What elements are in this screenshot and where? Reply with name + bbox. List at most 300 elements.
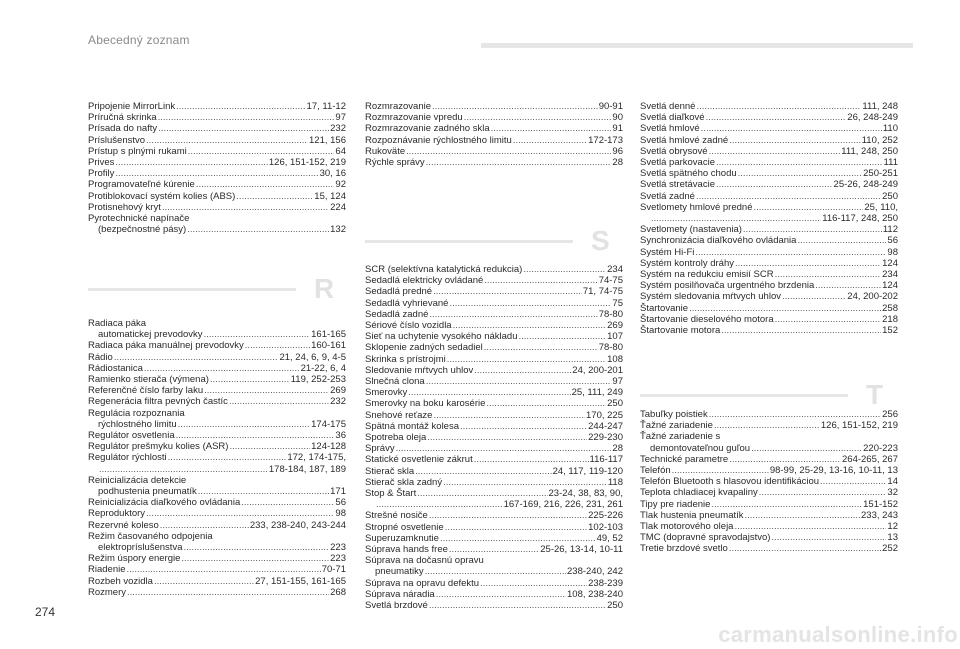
index-entry xyxy=(88,452,346,463)
index-entry-leader-dots xyxy=(154,576,254,587)
index-entry-label: Sklopenie zadných sedadiel xyxy=(365,342,483,354)
index-entry-pages: 167-169, 216, 226, 231, 261 xyxy=(503,499,623,511)
index-entry-leader-dots xyxy=(753,202,863,213)
index-entry-label: Správy xyxy=(365,443,395,455)
index-entry xyxy=(365,477,623,488)
index-entry-pages: 232 xyxy=(330,396,346,408)
index-entry-leader-dots xyxy=(188,146,335,157)
index-entry xyxy=(88,179,346,190)
index-entry-label: Smerovky xyxy=(365,387,408,399)
index-entry-pages: 96 xyxy=(612,145,623,157)
index-entry-leader-dots xyxy=(519,331,607,342)
index-entry-pages: 132 xyxy=(330,224,346,236)
index-entry-pages: 121, 156 xyxy=(309,134,346,146)
index-entry xyxy=(640,101,898,112)
index-entry-pages: 25, 111, 249 xyxy=(571,387,623,399)
index-entry xyxy=(365,533,623,544)
index-entry-pages: 264-265, 267 xyxy=(842,453,898,465)
index-entry-label: Ramienko stierača (výmena) xyxy=(88,374,209,386)
index-entry-pages: 234 xyxy=(882,269,898,281)
index-entry-label: Svetlá diaľkové xyxy=(640,112,705,124)
index-entry-label: Tabuľky poistiek xyxy=(640,409,708,420)
index-entry-pages: 25, 110, xyxy=(864,201,898,213)
index-entry-label: Systém posilňovača urgentného brzdenia xyxy=(640,280,815,292)
index-entry-label: Ťažné zariadenie xyxy=(640,420,713,432)
index-entry-leader-dots xyxy=(176,430,335,441)
header-divider xyxy=(481,43,913,48)
index-entry-pages: 107 xyxy=(607,331,623,343)
index-entry-leader-dots xyxy=(445,522,587,533)
index-entry-leader-dots xyxy=(464,112,612,123)
section-divider-s xyxy=(365,226,621,266)
index-entry-pages: 238-240, 242 xyxy=(567,566,623,578)
index-entry xyxy=(365,354,623,365)
index-entry-leader-dots xyxy=(396,443,612,454)
index-entry-label: Súprava hands free xyxy=(365,544,448,556)
index-entry-pages: 152 xyxy=(882,325,898,337)
index-entry xyxy=(365,410,623,421)
index-entry-pages: 250 xyxy=(882,190,898,202)
index-entry-label: Spätná montáž kolesa xyxy=(365,420,460,432)
index-entry-leader-dots xyxy=(187,224,329,235)
index-entry-leader-dots xyxy=(751,443,862,454)
index-entry-label: Sedadlá zadné xyxy=(365,308,429,320)
index-entry-pages: 70-71 xyxy=(321,564,346,576)
index-entry-pages: 108, 238-240 xyxy=(567,588,623,600)
index-column-1-r xyxy=(88,318,346,598)
index-entry xyxy=(365,157,623,168)
index-entry-pages: 250-251 xyxy=(863,168,898,180)
index-column-3-t xyxy=(640,409,898,555)
index-entry xyxy=(365,376,623,387)
index-entry-label: Svetlá denné xyxy=(640,101,696,112)
index-entry-leader-dots xyxy=(701,123,882,134)
index-entry-leader-dots xyxy=(210,374,290,385)
index-entry xyxy=(365,135,623,146)
index-entry xyxy=(365,331,623,342)
index-entry-label: TMC (dopravné spravodajstvo) xyxy=(640,532,771,544)
index-entry-label: Sedadlá predné xyxy=(365,286,433,298)
index-entry-label: Telefón Bluetooth s hlasovou identifikáciou xyxy=(640,476,820,488)
index-entry-leader-dots xyxy=(696,191,881,202)
index-entry-pages: 97 xyxy=(612,376,623,388)
index-entry xyxy=(88,430,346,441)
index-entry-label: Rozmrazovanie zadného skla xyxy=(365,123,490,135)
index-entry-leader-dots xyxy=(198,486,329,497)
index-entry-leader-dots xyxy=(245,340,310,351)
index-entry-label: automatickej prevodovky xyxy=(98,329,203,341)
index-entry xyxy=(88,146,346,157)
index-entry-leader-dots xyxy=(415,466,551,477)
index-entry-pages: 223 xyxy=(330,553,346,565)
index-entry-leader-dots xyxy=(168,452,287,463)
index-entry-leader-dots xyxy=(759,487,887,498)
index-entry-pages: 36 xyxy=(335,430,346,442)
index-entry xyxy=(640,280,898,291)
index-entry-label: Skrinka s prístrojmi xyxy=(365,353,446,365)
index-entry-pages: 49, 52 xyxy=(596,532,623,544)
index-entry-label: Svetlá hmlové xyxy=(640,123,700,135)
index-entry-label: Štartovanie xyxy=(640,302,689,314)
index-entry-pages: 30, 16 xyxy=(319,168,346,180)
index-entry xyxy=(640,476,898,487)
index-entry-label: Súprava na opravu defektu xyxy=(365,577,480,589)
index-entry-pages: 229-230 xyxy=(588,432,623,444)
index-entry xyxy=(365,298,623,309)
index-entry-leader-dots xyxy=(436,589,566,600)
index-entry-label: Stierač skla zadný xyxy=(365,476,443,488)
index-entry-label: Súprava náradia xyxy=(365,588,435,600)
index-entry-leader-dots xyxy=(146,508,334,519)
index-entry-pages: 174-175 xyxy=(311,418,346,430)
index-entry-label: Rádiostanica xyxy=(88,362,143,374)
index-entry-leader-dots xyxy=(523,264,606,275)
index-entry-leader-dots xyxy=(480,578,587,589)
index-entry xyxy=(88,318,346,329)
index-entry-label: Ťažné zariadenie s xyxy=(640,431,721,443)
index-entry-pages: 12 xyxy=(887,521,898,533)
index-entry-pages: 178-184, 187, 189 xyxy=(268,463,346,475)
index-entry-label: Rozmery xyxy=(88,586,127,598)
index-entry-label: Rozmrazovanie xyxy=(365,101,431,112)
index-entry xyxy=(365,398,623,409)
index-entry xyxy=(365,522,623,533)
index-entry xyxy=(365,432,623,443)
index-entry-pages: 24, 117, 119-120 xyxy=(552,465,623,477)
index-entry-label: Tipy pre riadenie xyxy=(640,498,711,510)
index-entry xyxy=(88,363,346,374)
index-entry-label: Programovateľné kúrenie xyxy=(88,179,195,191)
index-entry-label: Rozmrazovanie vpredu xyxy=(365,112,463,124)
index-entry-leader-dots xyxy=(815,280,881,291)
index-entry-label: Protiblokovací systém kolies (ABS) xyxy=(88,190,236,202)
index-entry-pages: 90-91 xyxy=(598,101,623,112)
index-entry-pages: 268 xyxy=(330,586,346,598)
index-entry-label: Režim úspory energie xyxy=(88,553,181,565)
index-entry-leader-dots xyxy=(204,385,329,396)
index-entry xyxy=(88,486,346,497)
index-entry xyxy=(640,202,898,213)
index-entry xyxy=(88,419,346,430)
index-entry xyxy=(640,224,898,235)
index-entry xyxy=(640,112,898,123)
index-entry-leader-dots xyxy=(484,342,598,353)
index-entry-leader-dots xyxy=(236,191,313,202)
index-entry-leader-dots xyxy=(447,354,606,365)
index-entry xyxy=(640,135,898,146)
index-entry-pages: 223 xyxy=(330,542,346,554)
index-entry-pages: 124 xyxy=(882,280,898,292)
index-entry xyxy=(88,553,346,564)
index-entry-leader-dots xyxy=(706,112,847,123)
index-entry xyxy=(365,510,623,521)
index-entry xyxy=(640,247,898,258)
index-entry-label: Svetlomety hmlové predné xyxy=(640,201,753,213)
index-entry-pages: 97 xyxy=(335,112,346,124)
index-entry-pages: 17, 11-12 xyxy=(306,101,346,112)
index-entry-pages: 25-26, 248-249 xyxy=(833,179,898,191)
index-entry-label: Regulácia rozpoznania xyxy=(88,407,185,419)
index-entry xyxy=(640,168,898,179)
index-entry-label: Reinicializácia diaľkového ovládania xyxy=(88,497,241,509)
index-entry xyxy=(88,340,346,351)
index-entry-leader-dots xyxy=(709,409,881,420)
index-entry xyxy=(640,420,898,431)
index-entry-pages: 269 xyxy=(607,320,623,332)
index-entry-leader-dots xyxy=(474,365,571,376)
index-entry xyxy=(365,123,623,134)
index-entry-pages: 220-223 xyxy=(863,442,898,454)
index-entry-pages: 269 xyxy=(330,385,346,397)
index-entry-label: Profily xyxy=(88,168,115,180)
index-column-2-r xyxy=(365,101,623,168)
index-entry xyxy=(88,497,346,508)
index-entry xyxy=(88,396,346,407)
index-entry-leader-dots xyxy=(425,566,566,577)
index-entry-leader-dots xyxy=(408,387,570,398)
index-entry-pages: 161-165 xyxy=(311,329,346,341)
index-entry-pages: 21-22, 6, 4 xyxy=(300,362,346,374)
index-entry-leader-dots xyxy=(775,314,882,325)
index-entry-pages: 238-239 xyxy=(588,577,623,589)
index-entry-label: demontovateľnou guľou xyxy=(650,442,751,454)
index-entry-pages: 64 xyxy=(335,145,346,157)
index-entry-leader-dots xyxy=(689,303,881,314)
index-entry-leader-dots xyxy=(426,376,612,387)
index-entry-label: Regulátor rýchlosti xyxy=(88,452,167,464)
index-entry-pages: 13 xyxy=(887,532,898,544)
index-entry-leader-dots xyxy=(460,421,587,432)
index-entry-leader-dots xyxy=(146,135,308,146)
index-entry-pages: 233, 238-240, 243-244 xyxy=(249,519,346,531)
index-entry xyxy=(365,600,623,611)
section-bar xyxy=(88,288,296,291)
index-entry-pages: 171 xyxy=(330,486,346,498)
index-entry-pages: 23-24, 38, 83, 90, xyxy=(548,488,623,500)
section-header-title: Abecedný zoznam xyxy=(88,33,190,47)
index-entry-leader-dots xyxy=(797,235,886,246)
index-entry-label: Strešné nosiče xyxy=(365,510,428,522)
index-entry-label: Sledovanie mŕtvych uhlov xyxy=(365,364,474,376)
index-entry-pages: 108 xyxy=(607,353,623,365)
index-entry-label: Statické osvetlenie zákrut xyxy=(365,454,473,466)
index-entry xyxy=(365,264,623,275)
index-entry xyxy=(640,325,898,336)
index-entry xyxy=(365,320,623,331)
index-entry-pages: 258 xyxy=(882,302,898,314)
index-entry-leader-dots xyxy=(729,135,861,146)
index-entry-pages: 218 xyxy=(882,313,898,325)
index-entry-pages: 26, 248-249 xyxy=(847,112,898,124)
index-entry-leader-dots xyxy=(782,291,846,302)
index-entry xyxy=(640,291,898,302)
index-entry-pages: 252 xyxy=(882,543,898,555)
index-entry-leader-dots xyxy=(491,123,612,134)
index-entry xyxy=(365,421,623,432)
index-entry xyxy=(365,466,623,477)
index-entry-label: Regenerácia filtra pevných častíc xyxy=(88,396,228,408)
index-entry-label: Teplota chladiacej kvapaliny xyxy=(640,487,758,499)
index-entry xyxy=(365,589,623,600)
index-entry-label: Slnečná clona xyxy=(365,376,425,388)
index-entry-leader-dots xyxy=(449,544,539,555)
index-entry-label: Systém Hi-Fi xyxy=(640,246,695,258)
index-entry xyxy=(88,475,346,486)
index-entry xyxy=(640,157,898,168)
index-entry xyxy=(365,443,623,454)
index-entry-pages: 112 xyxy=(882,224,898,236)
section-bar xyxy=(640,394,848,397)
index-entry-leader-dots xyxy=(771,532,886,543)
index-entry xyxy=(640,314,898,325)
index-entry xyxy=(88,352,346,363)
index-entry xyxy=(88,329,346,340)
index-entry xyxy=(88,191,346,202)
index-entry-label: Svetlá zadné xyxy=(640,190,695,202)
index-entry-leader-dots xyxy=(745,510,861,521)
index-entry-label: Pyrotechnické napínače xyxy=(88,213,190,225)
index-entry xyxy=(365,146,623,157)
index-entry-leader-dots xyxy=(738,168,862,179)
index-entry xyxy=(88,520,346,531)
index-entry-label: (bezpečnostné pásy) xyxy=(98,224,187,236)
index-entry-leader-dots xyxy=(241,497,334,508)
index-entry-leader-dots xyxy=(716,179,833,190)
index-entry-pages: 116-117, 248, 250 xyxy=(822,213,898,225)
index-entry-label: Svetlá spätného chodu xyxy=(640,168,737,180)
index-entry-pages: 119, 252-253 xyxy=(290,374,346,386)
index-entry-label: Prísada do nafty xyxy=(88,123,158,135)
index-entry-label: Sedadlá elektricky ovládané xyxy=(365,275,484,287)
index-entry-label: elektropríslušenstva xyxy=(98,542,183,554)
index-entry-pages: 233, 243 xyxy=(861,509,898,521)
index-entry-label: Synchronizácia diaľkového ovládania xyxy=(640,235,797,247)
index-entry xyxy=(640,258,898,269)
index-entry xyxy=(640,179,898,190)
index-entry-pages: 78-80 xyxy=(598,342,623,354)
index-entry xyxy=(640,431,898,442)
section-bar xyxy=(365,240,573,243)
index-entry xyxy=(640,465,898,476)
index-entry-leader-dots xyxy=(406,146,611,157)
index-entry-label: Systém na redukciu emisií SCR xyxy=(640,269,774,281)
index-entry-leader-dots xyxy=(513,135,587,146)
index-entry-leader-dots xyxy=(433,286,582,297)
index-entry-leader-dots xyxy=(453,320,607,331)
index-entry-leader-dots xyxy=(99,464,268,475)
index-entry-label: Regulátor osvetlenia xyxy=(88,430,175,442)
index-entry xyxy=(640,487,898,498)
index-entry xyxy=(88,112,346,123)
index-entry-leader-dots xyxy=(229,396,329,407)
index-entry-leader-dots xyxy=(714,420,820,431)
index-entry xyxy=(365,578,623,589)
index-entry-label: Tretie brzdové svetlo xyxy=(640,543,728,555)
index-entry-leader-dots xyxy=(716,157,883,168)
index-entry-label: Stropné osvetlenie xyxy=(365,521,444,533)
watermark: carmanualsonline.info xyxy=(718,622,958,647)
index-entry-pages: 110 xyxy=(882,123,898,135)
index-entry xyxy=(365,499,623,510)
index-entry xyxy=(640,543,898,554)
index-entry-label: Súprava na dočasnú opravu xyxy=(365,555,484,567)
index-entry-leader-dots xyxy=(429,510,587,521)
index-entry-leader-dots xyxy=(183,542,329,553)
index-entry xyxy=(88,202,346,213)
index-entry-leader-dots xyxy=(204,329,311,340)
index-entry-label: Rozpoznávanie rýchlostného limitu xyxy=(365,134,512,146)
index-entry xyxy=(365,454,623,465)
index-entry-pages: 14 xyxy=(887,476,898,488)
index-entry xyxy=(88,374,346,385)
index-entry-label: pneumatiky xyxy=(375,566,424,578)
index-entry-label: Rukoväte xyxy=(365,145,406,157)
index-entry-label: Superuzamknutie xyxy=(365,532,439,544)
index-entry-label: Technické parametre xyxy=(640,453,729,465)
index-entry-pages: 172-173 xyxy=(588,134,623,146)
index-entry xyxy=(88,564,346,575)
index-entry-pages: 250 xyxy=(607,600,623,612)
index-entry-pages: 56 xyxy=(887,235,898,247)
index-entry-pages: 244-247 xyxy=(588,420,623,432)
index-entry-pages: 256 xyxy=(882,409,898,420)
index-entry-label: Riadenie xyxy=(88,564,126,576)
index-entry-leader-dots xyxy=(115,157,267,168)
index-entry-pages: 126, 151-152, 219 xyxy=(820,420,898,432)
index-entry xyxy=(640,123,898,134)
index-entry-label: SCR (selektívna katalytická redukcia) xyxy=(365,264,523,275)
index-entry-label: Reproduktory xyxy=(88,508,146,520)
index-entry xyxy=(365,309,623,320)
index-entry-leader-dots xyxy=(160,520,249,531)
index-entry xyxy=(88,576,346,587)
index-column-1-p xyxy=(88,101,346,235)
index-entry-label: Rýchle správy xyxy=(365,157,425,169)
index-entry-leader-dots xyxy=(229,441,310,452)
index-entry-label: Sieť na uchytenie vysokého nákladu xyxy=(365,331,518,343)
index-entry-pages: 98-99, 25-29, 13-16, 10-11, 13 xyxy=(769,465,898,477)
index-entry-leader-dots xyxy=(486,398,606,409)
index-entry-pages: 232 xyxy=(330,123,346,135)
index-entry-pages: 15, 124 xyxy=(314,190,346,202)
index-entry xyxy=(640,443,898,454)
index-entry-label: Systém kontroly dráhy xyxy=(640,257,734,269)
index-entry-leader-dots xyxy=(127,587,329,598)
index-entry-label: Režim časovaného odpojenia xyxy=(88,530,213,542)
index-entry-leader-dots xyxy=(114,352,279,363)
index-entry xyxy=(88,464,346,475)
index-entry-leader-dots xyxy=(127,564,321,575)
index-entry-label: Rádio xyxy=(88,351,113,363)
index-entry-label: Prives xyxy=(88,157,115,169)
index-entry-leader-dots xyxy=(427,432,587,443)
index-entry-leader-dots xyxy=(115,168,318,179)
index-entry-leader-dots xyxy=(376,499,503,510)
index-entry-leader-dots xyxy=(144,363,300,374)
index-entry-leader-dots xyxy=(417,488,547,499)
index-entry xyxy=(88,408,346,419)
index-entry-label: Štartovanie motora xyxy=(640,325,721,337)
index-entry-pages: 25-26, 13-14, 10-11 xyxy=(540,544,623,556)
index-entry xyxy=(640,269,898,280)
index-entry xyxy=(365,112,623,123)
index-entry-pages: 126, 151-152, 219 xyxy=(268,157,346,169)
index-entry-leader-dots xyxy=(440,533,596,544)
index-entry-pages: 32 xyxy=(887,487,898,499)
index-entry xyxy=(365,566,623,577)
index-entry-leader-dots xyxy=(426,157,612,168)
index-entry-leader-dots xyxy=(695,247,886,258)
